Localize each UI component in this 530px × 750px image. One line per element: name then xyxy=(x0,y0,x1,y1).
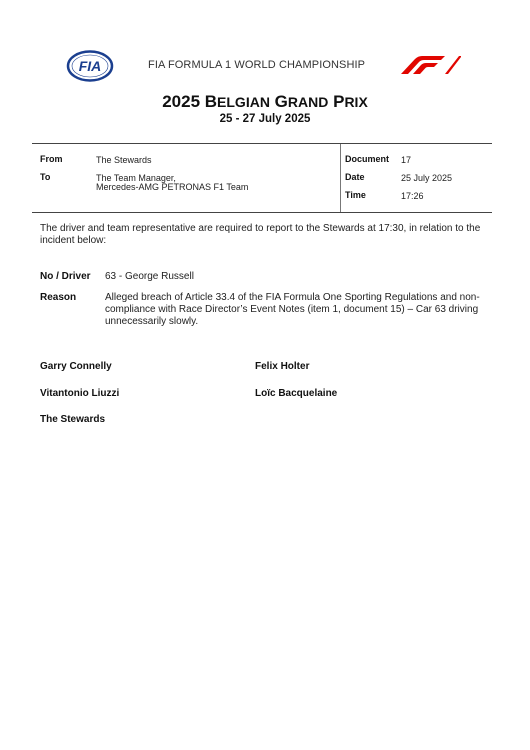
reason-label: Reason xyxy=(40,292,77,303)
to-value-line-2: Mercedes-AMG PETRONAS F1 Team xyxy=(96,182,249,192)
steward-name-3: Vitantonio Liuzzi xyxy=(40,388,120,399)
time-value: 17:26 xyxy=(401,191,424,201)
title-word-1: BELGIAN xyxy=(204,92,270,111)
title-word-2: GRAND xyxy=(274,92,329,111)
document-label: Document xyxy=(345,154,390,164)
summons-intro: The driver and team representative are required to report to the Stewards at 17:30, in relation to the incident below: xyxy=(40,223,481,246)
event-title xyxy=(0,92,530,112)
steward-name-2: Felix Holter xyxy=(255,361,310,372)
to-label: To xyxy=(40,172,51,182)
to-value-line-1: The Team Manager, xyxy=(96,173,176,183)
title-word-3: PRIX xyxy=(333,92,368,111)
driver-value: 63 - George Russell xyxy=(105,271,194,282)
time-label: Time xyxy=(345,190,366,200)
f1-logo xyxy=(397,56,461,74)
memo-header-box xyxy=(32,143,492,213)
title-year: 2025 xyxy=(162,92,201,111)
fia-logo-text: FIA xyxy=(78,58,102,74)
memo-divider xyxy=(340,144,341,212)
fia-logo xyxy=(66,50,114,82)
steward-name-1: Garry Connelly xyxy=(40,361,112,372)
driver-label: No / Driver xyxy=(40,271,91,282)
date-value: 25 July 2025 xyxy=(401,173,453,183)
stewards-closing: The Stewards xyxy=(40,414,106,425)
date-label: Date xyxy=(345,172,365,182)
from-label: From xyxy=(40,154,63,164)
document-value: 17 xyxy=(401,155,412,165)
event-dates: 25 - 27 July 2025 xyxy=(219,113,311,125)
steward-name-4: Loïc Bacquelaine xyxy=(255,388,338,399)
reason-value: Alleged breach of Article 33.4 of the FIA Formula One Sporting Regulations and non-compliance with Race Director’s Event Notes (item 1, document 15) – Car 63 driving unnecessarily slowly. xyxy=(105,292,480,327)
championship-name: FIA FORMULA 1 WORLD CHAMPIONSHIP xyxy=(148,59,366,71)
from-value: The Stewards xyxy=(96,155,152,165)
